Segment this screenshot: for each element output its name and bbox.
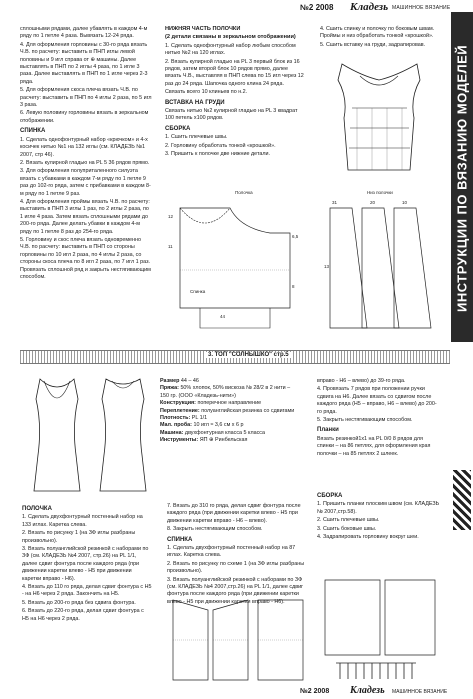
pattern-label-spinka: Спинка [190,289,206,294]
section-heading: СБОРКА [165,125,191,132]
spec-label: Переплетение: [160,407,200,414]
spec-value: 10 игл ≈ 3,6 см х 6 р [193,422,244,429]
spec-label: Инструменты: [160,437,199,444]
paragraph: Связать всего 10 клиньев по н.2. [165,89,248,96]
model-front-sketch [26,375,88,495]
instructions-column-2 [165,26,305,160]
top-sketch [322,58,437,176]
spec-value: 50% хлопок, 50% вискоза № 28/2 в 2 нити – 150 гр. (ООО «Кладезь-нити») [160,385,291,399]
side-marker [453,470,471,530]
spec-label: Пряжа: [160,385,179,392]
dim-label: 31 [332,200,338,205]
front-back-pattern [160,188,310,338]
brand-subtitle: МАШИННОЕ ВЯЗАНИЕ [392,5,451,11]
section-heading: СПИНКА [167,536,193,543]
paragraph: 3. Для оформления полуприталенного силуэта вязать с убавками в каждом 7-м ряду по 1 петле 9 раз до 102-го ряда, затем с прибавками в каждом 8-м ряду по 1 петле 9 раз. [20,168,151,197]
paragraph: 5. Для оформления скоса плеча вязать Ч.В. по расчету: выставить в ПНП по 4 иглы 2 раза, по 5 игл 3 раза. [20,87,152,109]
paragraph: 5. Сшить вставку на груди, задрапировав. [320,41,426,48]
paragraph: 3. Сшить боковые швы. [317,525,377,532]
paragraph: 6. Левую половину горловины вязать в зеркальном отображении. [20,110,149,124]
paragraph: 4. Задрапировать горловину вокруг шеи. [317,534,419,541]
spec-value: 44 – 46 [180,378,199,384]
section-heading: СПИНКА [20,128,46,135]
instructions-column-6 [317,378,441,459]
paragraph: 3. Вязать полуанглийской резинкой с наборами по ЗФ (см. КЛАДЕЗЬ №4 2007,стр.26) на PL 1/1, далее сдвиг фонтура после каждого ряда (при движении каретки влево - Н5 при движении каретки вправо - Н6). [167,576,304,605]
dim-label: 11 [168,244,173,249]
side-banner-text: ИНСТРУКЦИИ ПО ВЯЗАНИЮ МОДЕЛЕЙ [454,44,470,312]
spec-value: поперечное направление [197,400,262,407]
paragraph: 1. Сделать двухфонтурный постенный набор на 87 иглах. Каретка слева. [167,545,296,559]
spec-value: ЯП ⊕ Ринбельская [199,437,248,444]
paragraph: 2. Вязать кулирной гладью на PL 3 первый блок из 16 рядов, затем второй блок 10 рядов прямо, далее вязать Ч.В., выставляя в ПНП слева по 15 игл через 12 раз до 24 ряда. Шапочка одного клина 24 ряда. [165,58,304,87]
pattern-label-polochka: Полочка [235,190,253,195]
spec-value: двухфонтурная класса 5 класса [184,429,266,436]
instructions-column-3 [320,26,438,50]
spec-label: Машина: [160,429,184,436]
page-header [0,0,473,18]
pattern-label-skirt: Низ полочки [367,190,393,195]
paragraph: 5. Вязать до 200-го ряда без сдвига фонтура. [22,599,136,606]
section-heading: ВСТАВКА НА ГРУДИ [165,99,225,106]
paragraph: 5. Закрыть нестягивающим способом. [317,417,413,424]
dim-label: 8 [292,284,295,289]
spec-label: Мал. проба: [160,422,192,429]
section-heading: ПОЛОЧКА [22,506,52,512]
paragraph: 3. Пришить к полочке две нижние детали. [165,151,270,158]
dim-label: 10 [402,200,408,205]
paragraph: 2. Горловину обработать тонкой «крошкой». [165,142,276,149]
section-heading: СБОРКА [317,493,343,499]
paragraph: 4. Провязать 7 рядов при положении ручки сдвига на Н6. Далее вязать со сдвигом после каждого ряда (Н5 – вправо, Н6 – влево) до 200-го ряда. [317,386,437,415]
spec-value: полуанглийская резинка со сдвигами [201,407,295,414]
paragraph: 2. Сшить плечевые швы. [317,517,380,524]
instructions-column-1 [20,26,152,282]
bottom-front-pattern [168,595,308,685]
paragraph: сплошными рядами, далее убавлять в каждом 4-м ряду по 1 петле 4 раза. Вывязать 12-24 ряда. [20,26,148,40]
paragraph: 1. Сделать двухфонтурный постенный набор на 133 иглах. Каретка слева. [22,514,143,528]
model-back-sketch [92,375,154,495]
paragraph: 4. Для оформления горловины с 30-го ряда вязать Ч.В. по расчету: выставить в ПНП иглы левой половины и 9 игл справа от ⊕ машины. Далее выставлять в ПНП по 2 иглы 4 раза, по 1 игле 3 раза. Далее выставлять в ПНП по 1 игле через 2-3 ряда. [20,41,148,85]
paragraph: 2. Вязать кулирной гладью на PL 5 36 рядов прямо. [20,159,150,166]
skirt-wedges-pattern [322,188,442,338]
model-title: 3. ТОП "СОЛНЫШКО" стр.5 [205,352,292,358]
instructions-column-6-assembly [317,490,441,542]
dim-label: 20 [370,200,376,205]
section-heading: Планки [317,427,339,434]
paragraph: 1. Сделать однофонтурный набор «крючком» и 4-х косичек нитью №1 на 132 иглы (см. КЛАДЕЗЬ №1 2007, стр 46). [20,136,148,158]
paragraph: 3. Вязать полуанглийской резинкой с наборами по ЗФ (см. КЛАДЕЗЬ №4 2007, стр.26) на PL 1/1, далее сдвиг фонтура после каждого ряда (при движении каретки влево - Н5 при движении каретки вправо - Н6). [22,546,149,582]
paragraph: 1. Пришить планки плоским швом (см. КЛАДЕЗЬ № 2007,стр.58). [317,501,440,515]
section-heading: НИЖНЯЯ ЧАСТЬ ПОЛОЧКИ [165,26,241,32]
section-subheading: (2 детали связаны в зеркальном отображении) [165,34,296,41]
paragraph: Связать нитью №2 кулирной гладью на PL 3 квадрат 100 петель х100 рядов. [165,108,298,122]
paragraph: вправо - Н6 – влево) до 39-го ряда. [317,378,406,384]
paragraph: Вязать резинкой1х1 на PL 0/0 8 рядов для спинки – на 86 петлях, для оформления края полочки – на 85 петлях 2 шлеек. [317,435,431,457]
instructions-column-5 [167,503,305,607]
spec-value: PL 1/1 [191,415,208,422]
dim-label: 6,5 [292,234,299,239]
footer-brand-logo: Кладезь [350,685,385,696]
spec-label: Размер [160,378,180,384]
bottom-back-pattern [320,575,440,685]
paragraph: 7. Вязать до 310 го ряда, делая сдвиг фонтура после каждого ряда (при движении каретки влево - Н5 при движении каретки вправо - Н6 – влево). [167,503,301,524]
dim-label: 12 [168,214,174,219]
instructions-column-4 [22,503,152,624]
paragraph: 1. Сделать однофонтурный набор любым способом нитью №2 на 120 иглах. [165,42,296,57]
paragraph: 1. Сшить плечевые швы. [165,134,228,141]
paragraph: 2. Вязать по рисунку по схеме 1 (на ЗФ иглы разбраны произвольно). [167,560,305,575]
dim-label: 44 [220,314,226,319]
paragraph: 4. Для оформления проймы вязать Ч.В. по расчету: выставить в ПНП 3 иглы 1 раз, по 2 иглы 2 раза, по 1 игле 4 раза. Затем вязать сплошными рядами до 200-го ряда. Далее делать убавки в каждом 4-м ряду по 1 петле 8 раз до 254-го ряда. [20,198,150,235]
spec-label: Конструкция: [160,400,196,407]
paragraph: 6. Вязать до 220-го ряда, делая сдвиг фонтура с Н5 на Н6 через 2 ряда. [22,608,144,622]
issue-number: №2 2008 [300,3,334,12]
paragraph: 4. Сшить спинку и полочку по боковым швам. Проймы и низ обработать тонкой «крошкой». [320,26,435,40]
footer-brand-subtitle: МАШИННОЕ ВЯЗАНИЕ [392,689,448,695]
spec-label: Плотность: [160,415,191,422]
brand-logo: Кладезь [350,1,389,13]
dim-label: 13 [324,264,330,269]
paragraph: 8. Закрыть нестягивающим способом. [167,526,263,533]
model-specification [160,378,300,445]
paragraph: 5. Горловину и скос плеча вязать одновременно Ч.В. по расчету: выставить в ПНП со стороны горловины по 10 игл 2 раза, по 4 иглы 2 раза, со стороны скоса плеча по 8 игл 2 раза, по 7 игл 1 раз. Провязать сплошной ряд и закрыть нестягивающим способом. [20,236,151,280]
paragraph: 2. Вязать по рисунку 1 (на ЗФ иглы разбраны произвольно). [22,530,136,544]
footer-issue-number: №2 2008 [300,688,330,695]
paragraph: 4. Вязать до 110 го ряда, делая сдвиг фонтура с Н5 - на Н6 через 2 ряда. Закончить на Н5. [22,584,152,598]
